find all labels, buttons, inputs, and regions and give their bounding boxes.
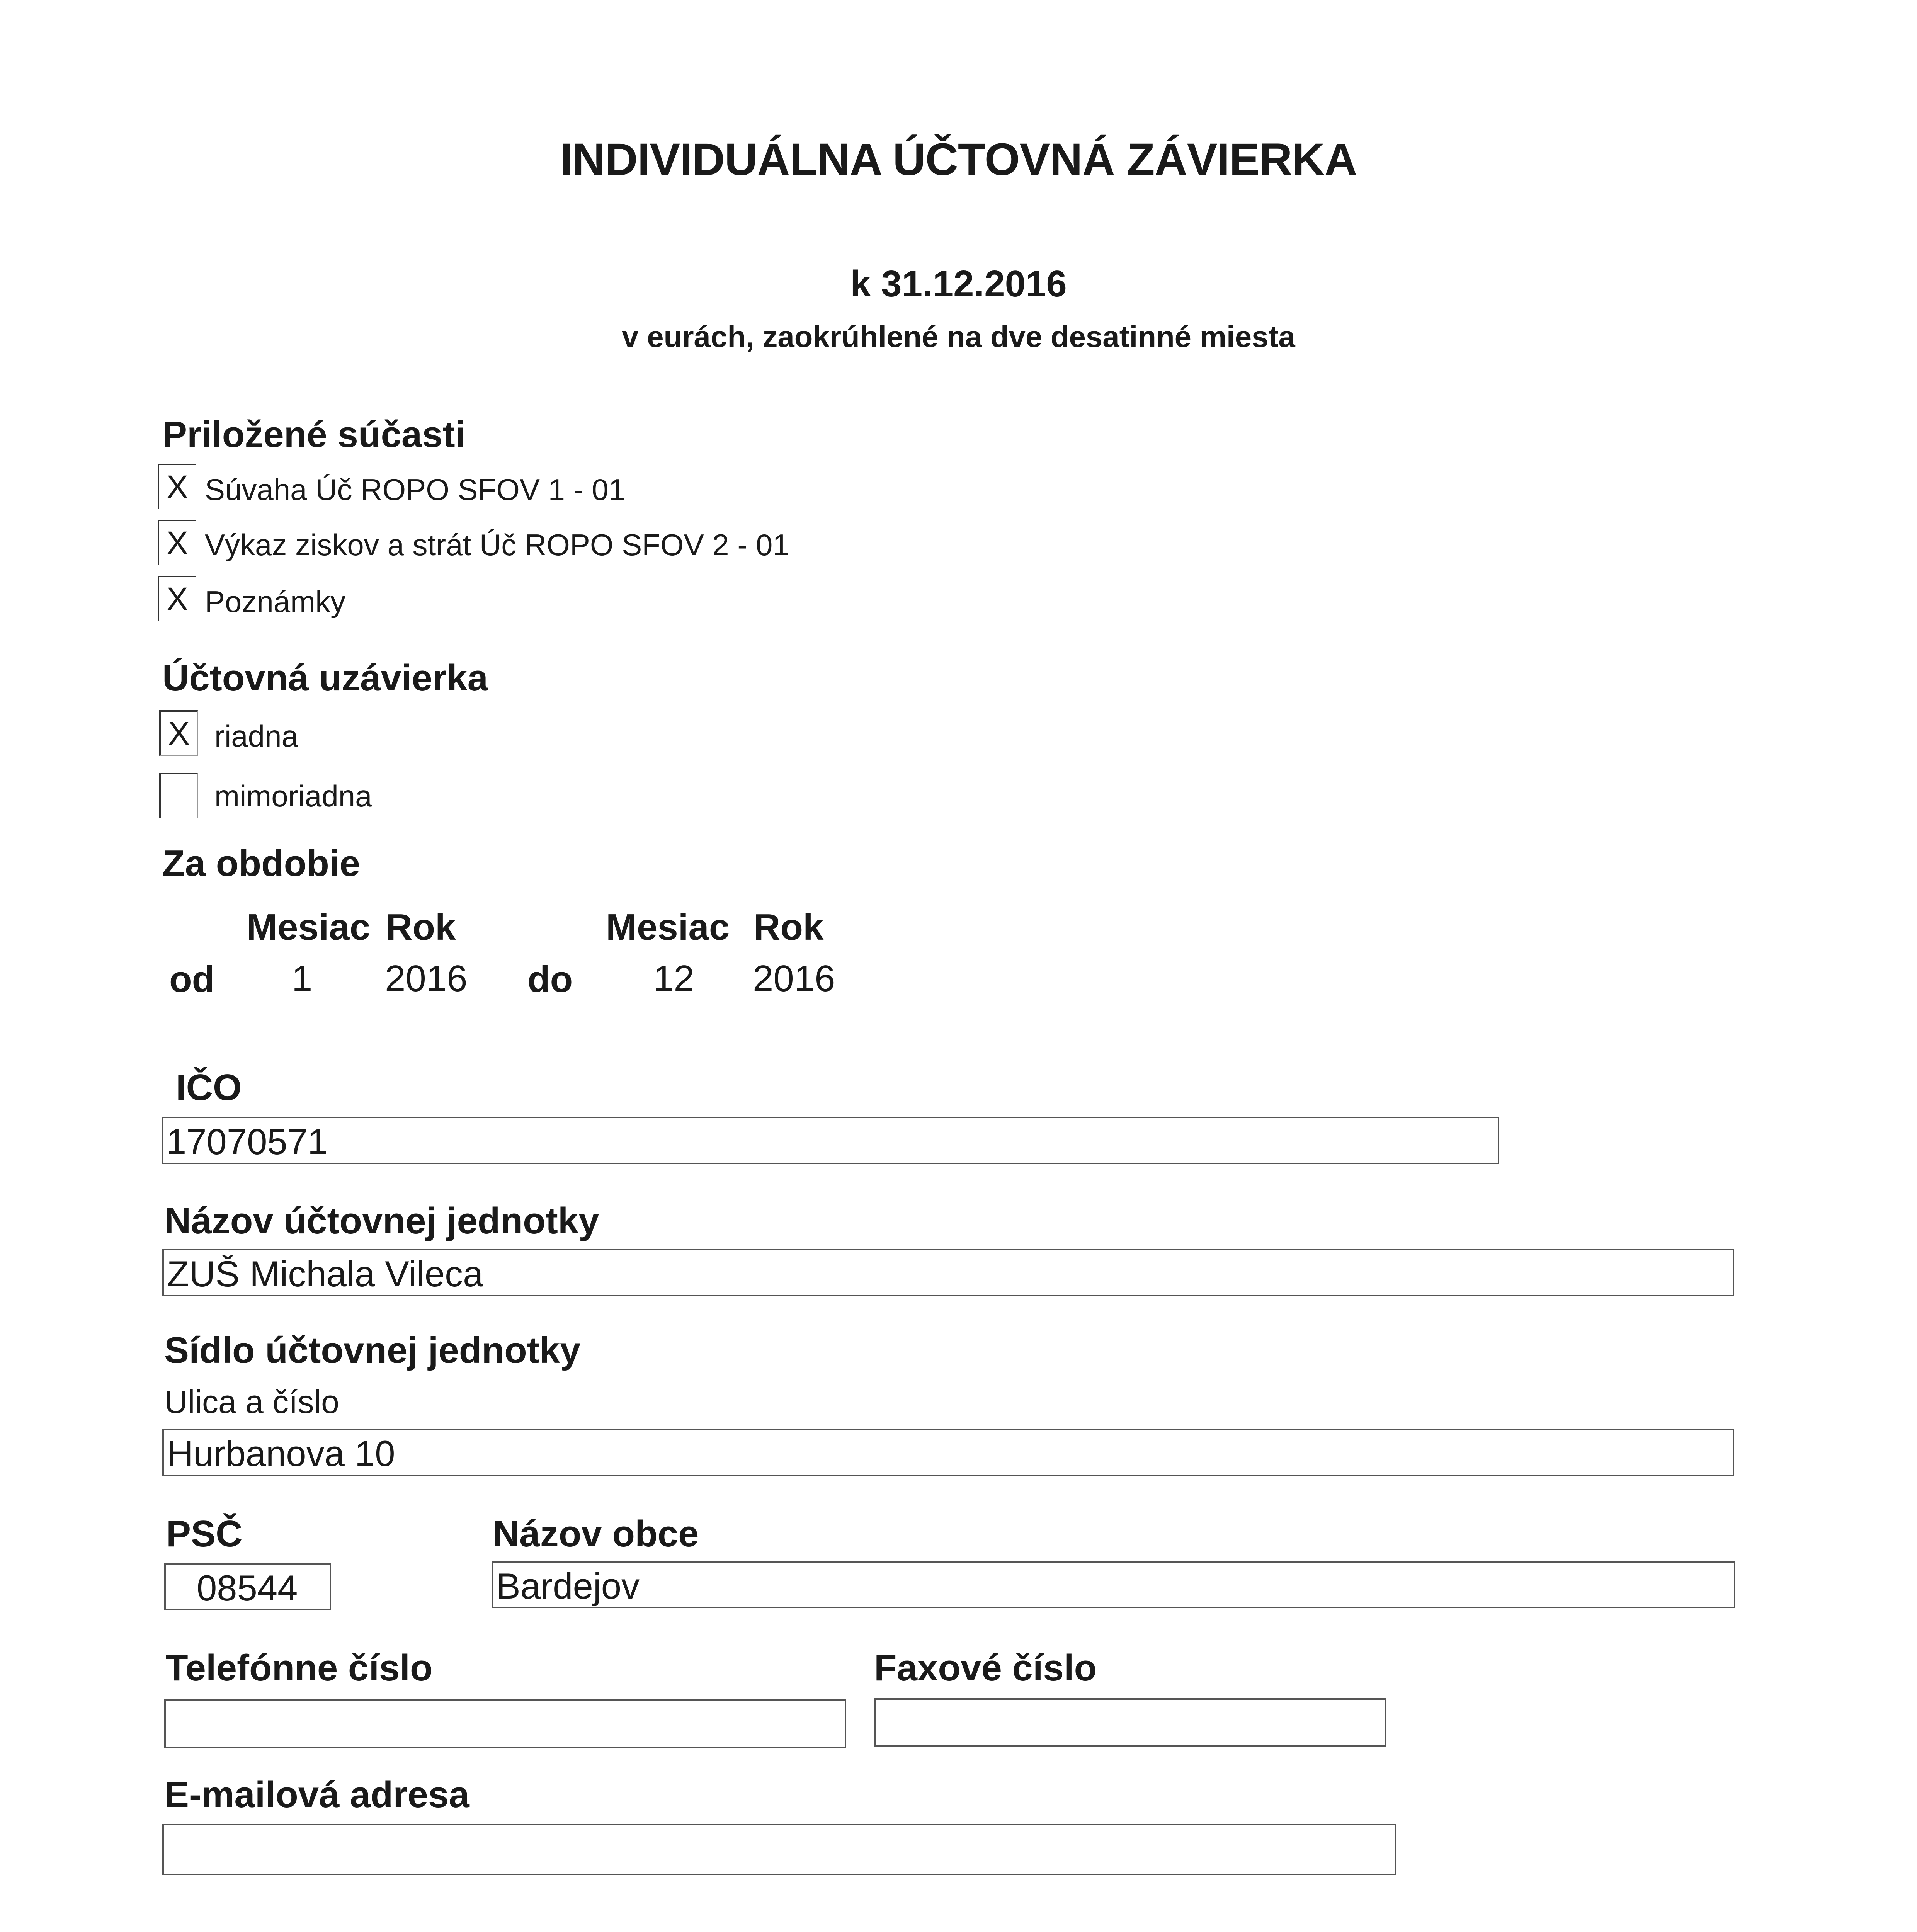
from-year-value: 2016 [385,958,468,999]
ico-label: IČO [176,1067,242,1108]
city-label: Názov obce [493,1513,699,1554]
checkbox-regular[interactable]: X [159,710,198,756]
entity-name-label: Názov účtovnej jednotky [164,1200,599,1242]
checkbox-label-notes: Poznámky [205,585,346,619]
checkbox-income-statement[interactable]: X [158,520,196,565]
from-year-label: Rok [386,906,456,948]
entity-name-field[interactable]: ZUŠ Michala Vileca [162,1249,1734,1296]
fax-field[interactable] [874,1698,1386,1747]
from-month-label: Mesiac [247,906,371,948]
to-month-value: 12 [653,958,694,999]
email-label: E-mailová adresa [164,1774,469,1815]
checkbox-balance-sheet[interactable]: X [158,464,196,509]
from-label: od [169,959,215,1000]
checkbox-label-regular: riadna [214,719,298,753]
to-year-value: 2016 [753,958,835,999]
address-heading: Sídlo účtovnej jednotky [164,1330,581,1371]
checkbox-label-balance-sheet: Súvaha Úč ROPO SFOV 1 - 01 [205,473,626,507]
psc-field[interactable]: 08544 [164,1563,331,1610]
checkbox-label-income-statement: Výkaz ziskov a strát Úč ROPO SFOV 2 - 01 [205,528,789,562]
ico-field[interactable]: 17070571 [162,1117,1499,1164]
checkbox-extraordinary[interactable] [159,773,198,818]
checkbox-label-extraordinary: mimoriadna [214,779,372,813]
from-month-value: 1 [292,958,313,999]
to-label: do [527,959,573,1000]
period-heading: Za obdobie [162,843,360,884]
closing-type-heading: Účtovná uzávierka [162,657,488,699]
phone-field[interactable] [164,1699,846,1748]
report-date: k 31.12.2016 [850,263,1067,304]
currency-note: v eurách, zaokrúhlené na dve desatinné miesta [622,320,1295,354]
to-year-label: Rok [754,906,824,948]
street-label: Ulica a číslo [164,1384,339,1420]
email-field[interactable] [162,1824,1396,1875]
fax-label: Faxové číslo [874,1647,1097,1689]
phone-label: Telefónne číslo [165,1647,433,1689]
checkbox-notes[interactable]: X [158,576,196,621]
to-month-label: Mesiac [606,906,730,948]
street-field[interactable]: Hurbanova 10 [162,1429,1734,1476]
components-heading: Priložené súčasti [162,414,466,455]
psc-label: PSČ [166,1513,243,1554]
document-title: INDIVIDUÁLNA ÚČTOVNÁ ZÁVIERKA [560,134,1357,185]
city-field[interactable]: Bardejov [492,1561,1735,1608]
